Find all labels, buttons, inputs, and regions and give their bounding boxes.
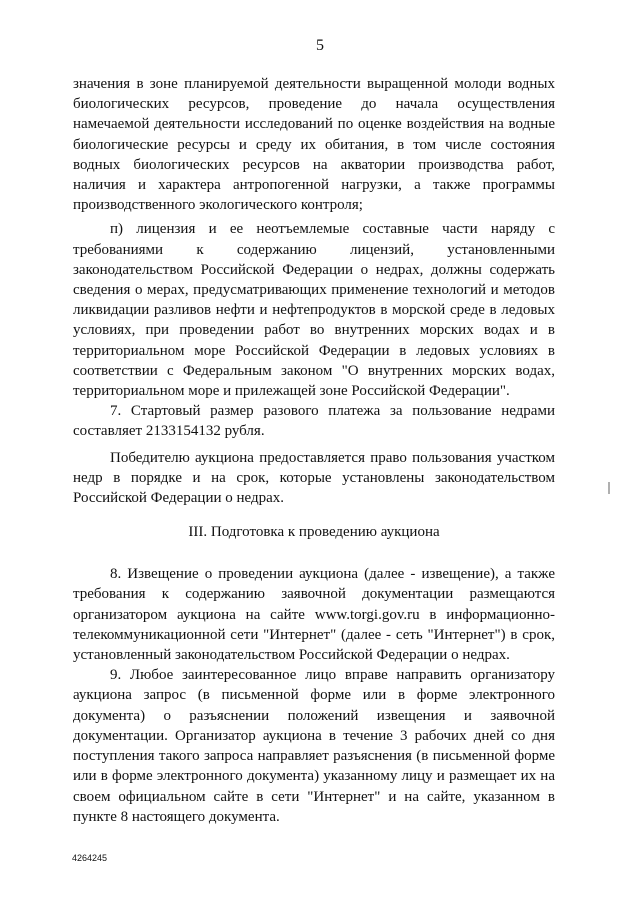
paragraph-winner-rights: Победителю аукциона предоставляется право пользования участком недр в порядке и на срок, которые установлены законодательством Российской Федерации о недрах.	[73, 449, 555, 507]
scan-margin-mark	[608, 482, 610, 494]
document-id: 4264245	[72, 853, 108, 863]
paragraph-item-9: 9. Любое заинтересованное лицо вправе направить организатору аукциона запрос (в письменной форме или в форме электронного документа) о разъяснении положений извещения и заявочной документации. Организатор аукциона в течение 3 рабочих дней со дня поступления такого запроса направляет разъяснения (в письменной форме или в форме электронного документа) указанному лицу и размещает их на своем официальном сайте в сети "Интернет" и на сайте, указанном в пункте 8 настоящего документа.	[73, 667, 555, 825]
paragraph-subitem-p: п) лицензия и ее неотъемлемые составные части наряду с требованиями к содержанию лицензий, установленными законодательством Российской Федерации о недрах, должны содержать сведения о мерах, предусматривающих применение технологий и методов ликвидации разливов нефти и нефтепродуктов в морской среде в ледовых условиях, при проведении работ во внутренних морских водах и в территориальном море Российской Федерации в ледовых условиях в соответствии с Федеральным законом "О внутренних морских водах, территориальном море и прилежащей зоне Российской Федерации".	[73, 221, 555, 400]
page-number: 5	[316, 37, 324, 54]
paragraph-item-7: 7. Стартовый размер разового платежа за пользование недрами составляет 2133154132 рубля.	[73, 403, 555, 440]
paragraph-continuation: значения в зоне планируемой деятельности выращенной молоди водных биологических ресурсов, проведение до начала осуществления намечаемой деятельности исследований по оценке воздействия на водные биологические ресурсы и среду их обитания, в том числе состояния водных биологических ресурсов на акватории производства работ, наличия и характера антропогенной нагрузки, а также программы производственного экологического контроля;	[73, 76, 555, 214]
paragraph-item-8: 8. Извещение о проведении аукциона (далее - извещение), а также требования к содержанию заявочной документации размещаются организатором аукциона на сайте www.torgi.gov.ru в информационно-телекоммуникационной сети "Интернет" (далее - сеть "Интернет") в срок, установленный законодательством Российской Федерации о недрах.	[73, 566, 555, 664]
section-title: III. Подготовка к проведению аукциона	[188, 524, 440, 541]
document-body	[73, 74, 555, 827]
